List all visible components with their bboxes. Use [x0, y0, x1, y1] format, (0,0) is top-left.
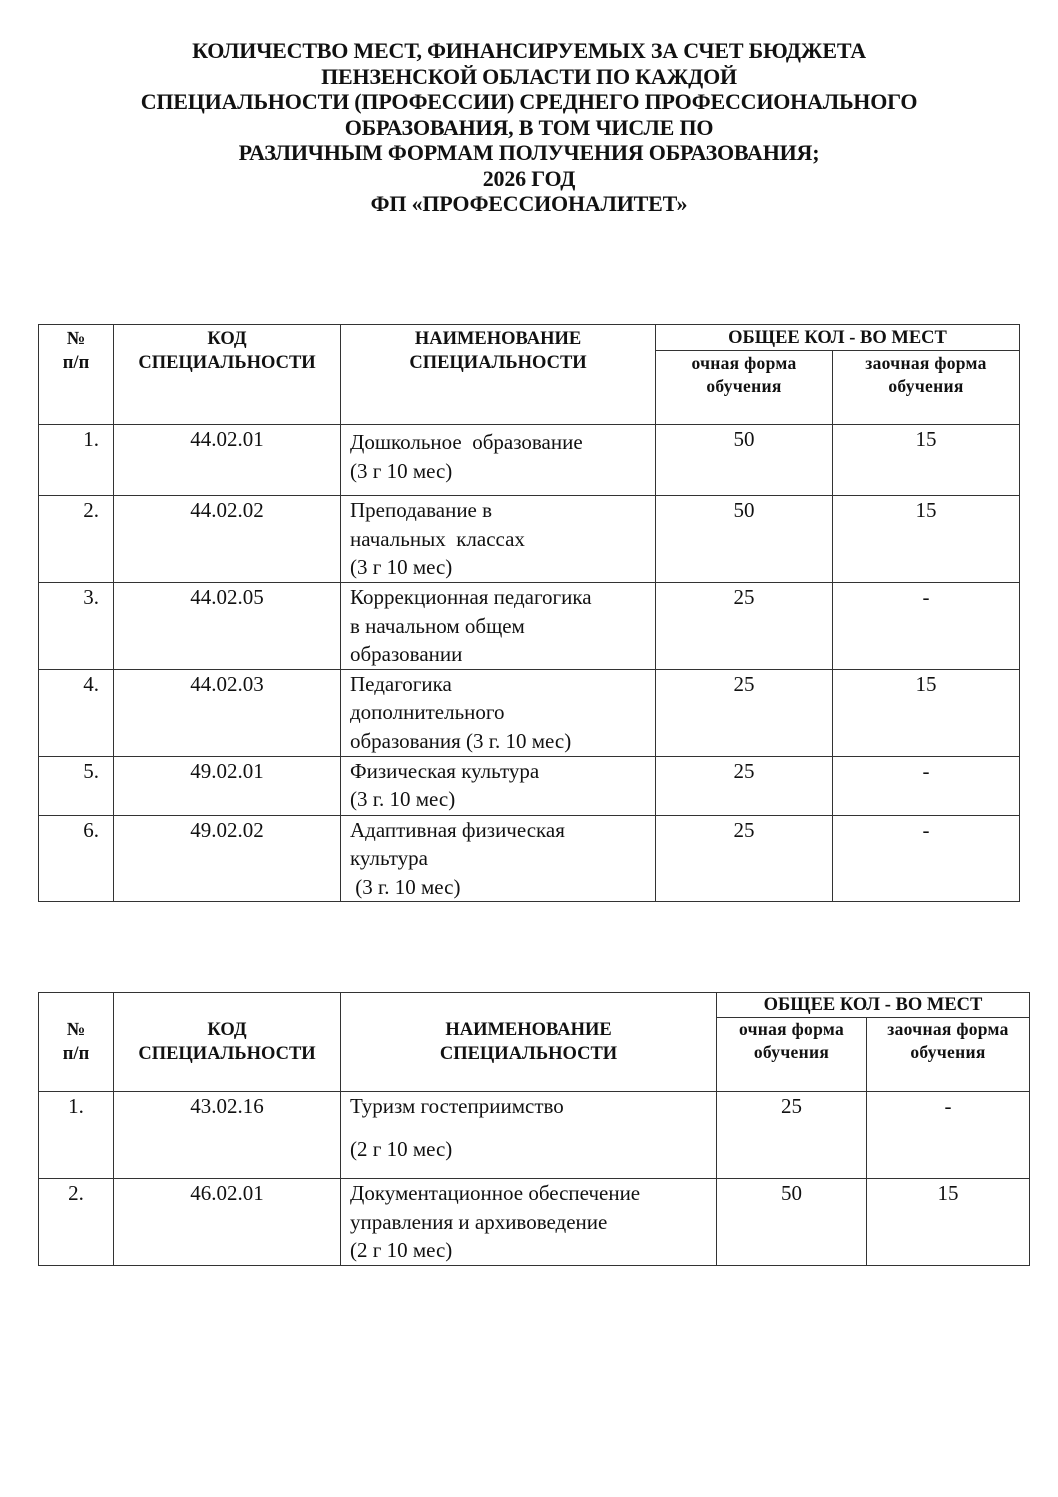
- row-parttime: 15: [833, 496, 1020, 583]
- row-fulltime: 25: [656, 669, 833, 756]
- row-fulltime: 50: [656, 425, 833, 496]
- row-parttime: 15: [867, 1179, 1030, 1266]
- row-parttime: 15: [833, 425, 1020, 496]
- title-line: 2026 ГОД: [482, 165, 576, 191]
- row-name: Дошкольное образование (3 г 10 мес): [341, 425, 656, 496]
- row-code: 44.02.01: [114, 425, 341, 496]
- title-line: РАЗЛИЧНЫМ ФОРМАМ ПОЛУЧЕНИЯ ОБРАЗОВАНИЯ;: [238, 140, 820, 165]
- title-line: СПЕЦИАЛЬНОСТИ (ПРОФЕССИИ) СРЕДНЕГО ПРОФЕССИОНАЛЬНОГО: [140, 89, 918, 114]
- table-row: [39, 669, 1020, 756]
- row-parttime: -: [833, 583, 1020, 670]
- header-fulltime: очная форма обучения: [717, 1018, 867, 1092]
- row-name: Преподавание в начальных классах (3 г 10 мес): [341, 496, 656, 583]
- table-row: [39, 425, 1020, 496]
- table-row: [39, 756, 1020, 815]
- row-code: 44.02.05: [114, 583, 341, 670]
- header-num: № п/п: [39, 325, 114, 425]
- row-code: 49.02.02: [114, 815, 341, 902]
- table-row: [39, 583, 1020, 670]
- table-row: [39, 1179, 1030, 1266]
- row-fulltime: 50: [656, 496, 833, 583]
- row-code: 46.02.01: [114, 1179, 341, 1266]
- title-line: ФП «ПРОФЕССИОНАЛИТЕТ»: [370, 191, 688, 216]
- title-line: ПЕНЗЕНСКОЙ ОБЛАСТИ ПО КАЖДОЙ: [321, 63, 737, 89]
- row-fulltime: 25: [656, 815, 833, 902]
- header-parttime: заочная форма обучения: [867, 1018, 1030, 1092]
- header-name: НАИМЕНОВАНИЕ СПЕЦИАЛЬНОСТИ: [341, 993, 717, 1092]
- header-code: КОД СПЕЦИАЛЬНОСТИ: [114, 993, 341, 1092]
- row-parttime: -: [833, 815, 1020, 902]
- title-line: КОЛИЧЕСТВО МЕСТ, ФИНАНСИРУЕМЫХ ЗА СЧЕТ БЮДЖЕТА: [192, 38, 866, 63]
- row-code: 49.02.01: [114, 756, 341, 815]
- row-code: 44.02.03: [114, 669, 341, 756]
- specialties-table-1: [38, 324, 1020, 902]
- row-fulltime: 25: [717, 1092, 867, 1179]
- header-code: КОД СПЕЦИАЛЬНОСТИ: [114, 325, 341, 425]
- row-name: Педагогика дополнительного образования (3 г. 10 мес): [341, 669, 656, 756]
- header-fulltime: очная форма обучения: [656, 351, 833, 425]
- row-code: 44.02.02: [114, 496, 341, 583]
- row-num: 2.: [39, 496, 114, 583]
- row-parttime: -: [867, 1092, 1030, 1179]
- row-parttime: -: [833, 756, 1020, 815]
- row-name: Физическая культура (3 г. 10 мес): [341, 756, 656, 815]
- table-row: [39, 815, 1020, 902]
- row-num: 6.: [39, 815, 114, 902]
- row-num: 2.: [39, 1179, 114, 1266]
- header-total: ОБЩЕЕ КОЛ - ВО МЕСТ: [656, 325, 1020, 351]
- row-name: Адаптивная физическая культура (3 г. 10 мес): [341, 815, 656, 902]
- header-parttime: заочная форма обучения: [833, 351, 1020, 425]
- row-num: 4.: [39, 669, 114, 756]
- header-num: № п/п: [39, 993, 114, 1092]
- title-line: ОБРАЗОВАНИЯ, В ТОМ ЧИСЛЕ ПО: [344, 114, 714, 140]
- document-title: [0, 38, 1058, 217]
- row-num: 3.: [39, 583, 114, 670]
- header-total: ОБЩЕЕ КОЛ - ВО МЕСТ: [717, 993, 1030, 1018]
- row-code: 43.02.16: [114, 1092, 341, 1179]
- row-name: Документационное обеспечение управления и архивоведение (2 г 10 мес): [341, 1179, 717, 1266]
- row-name: Коррекционная педагогика в начальном общем образовании: [341, 583, 656, 670]
- header-name: НАИМЕНОВАНИЕ СПЕЦИАЛЬНОСТИ: [341, 325, 656, 425]
- row-num: 1.: [39, 1092, 114, 1179]
- table-row: [39, 496, 1020, 583]
- row-num: 5.: [39, 756, 114, 815]
- specialties-table-2: [38, 992, 1030, 1266]
- row-name: Туризм гостеприимство (2 г 10 мес): [341, 1092, 717, 1179]
- row-fulltime: 50: [717, 1179, 867, 1266]
- row-fulltime: 25: [656, 756, 833, 815]
- table-row: [39, 1092, 1030, 1179]
- row-parttime: 15: [833, 669, 1020, 756]
- row-fulltime: 25: [656, 583, 833, 670]
- row-num: 1.: [39, 425, 114, 496]
